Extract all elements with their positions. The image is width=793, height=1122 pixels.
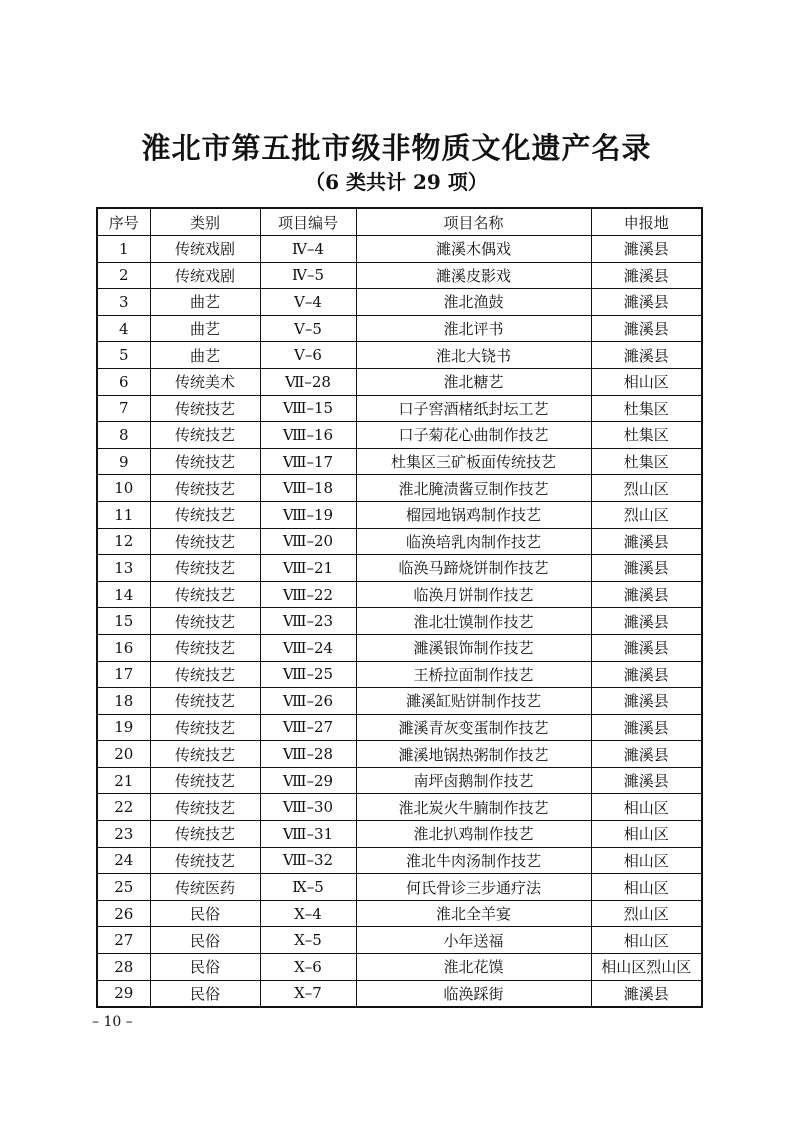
cell-serial-number: 3 xyxy=(97,289,150,316)
cell-serial-number: 12 xyxy=(97,528,150,555)
page-number: – 10 – xyxy=(92,1014,133,1030)
cell-applicant-region: 濉溪县 xyxy=(591,661,702,688)
cell-item-code: Ⅳ–4 xyxy=(260,236,356,263)
cell-serial-number: 4 xyxy=(97,315,150,342)
cell-category: 传统技艺 xyxy=(150,555,260,582)
cell-serial-number: 18 xyxy=(97,688,150,715)
table-row xyxy=(97,688,702,715)
cell-category: 传统技艺 xyxy=(150,714,260,741)
table-row xyxy=(97,794,702,821)
cell-item-name: 临涣马蹄烧饼制作技艺 xyxy=(356,555,591,582)
table-row xyxy=(97,847,702,874)
cell-category: 传统技艺 xyxy=(150,847,260,874)
cell-item-name: 濉溪银饰制作技艺 xyxy=(356,634,591,661)
cell-item-code: Ⅷ–16 xyxy=(260,422,356,449)
cell-applicant-region: 相山区 xyxy=(591,368,702,395)
cell-item-code: Ⅷ–22 xyxy=(260,581,356,608)
cell-serial-number: 28 xyxy=(97,954,150,981)
cell-serial-number: 17 xyxy=(97,661,150,688)
table-row xyxy=(97,980,702,1007)
cell-item-name: 淮北渔鼓 xyxy=(356,289,591,316)
cell-category: 传统技艺 xyxy=(150,475,260,502)
header-item-name: 项目名称 xyxy=(356,208,591,236)
cell-serial-number: 2 xyxy=(97,262,150,289)
cell-category: 传统技艺 xyxy=(150,634,260,661)
table-row xyxy=(97,874,702,901)
cell-serial-number: 20 xyxy=(97,741,150,768)
cell-item-code: Ⅴ–4 xyxy=(260,289,356,316)
table-row xyxy=(97,528,702,555)
table-row xyxy=(97,395,702,422)
cell-item-name: 淮北扒鸡制作技艺 xyxy=(356,821,591,848)
cell-item-code: Ⅴ–5 xyxy=(260,315,356,342)
cell-item-code: Ⅷ–15 xyxy=(260,395,356,422)
cell-item-name: 濉溪缸贴饼制作技艺 xyxy=(356,688,591,715)
cell-applicant-region: 杜集区 xyxy=(591,395,702,422)
cell-category: 传统技艺 xyxy=(150,395,260,422)
cell-item-code: Ⅷ–25 xyxy=(260,661,356,688)
cell-applicant-region: 濉溪县 xyxy=(591,342,702,369)
cell-serial-number: 23 xyxy=(97,821,150,848)
cell-category: 民俗 xyxy=(150,900,260,927)
cell-applicant-region: 濉溪县 xyxy=(591,528,702,555)
table-row xyxy=(97,954,702,981)
cell-item-code: Ⅷ–27 xyxy=(260,714,356,741)
cell-item-code: Ⅸ–5 xyxy=(260,874,356,901)
cell-applicant-region: 濉溪县 xyxy=(591,315,702,342)
cell-item-code: Ⅶ–28 xyxy=(260,368,356,395)
cell-serial-number: 14 xyxy=(97,581,150,608)
cell-applicant-region: 杜集区 xyxy=(591,422,702,449)
cell-item-name: 临涣月饼制作技艺 xyxy=(356,581,591,608)
cell-item-code: Ⅷ–28 xyxy=(260,741,356,768)
table-row xyxy=(97,661,702,688)
cell-serial-number: 6 xyxy=(97,368,150,395)
cell-applicant-region: 烈山区 xyxy=(591,501,702,528)
cell-serial-number: 22 xyxy=(97,794,150,821)
header-category: 类别 xyxy=(150,208,260,236)
cell-item-name: 濉溪木偶戏 xyxy=(356,236,591,263)
cell-applicant-region: 相山区 xyxy=(591,821,702,848)
document-title: 淮北市第五批市级非物质文化遗产名录 xyxy=(141,131,652,165)
cell-item-name: 淮北评书 xyxy=(356,315,591,342)
cell-item-code: Ⅹ–7 xyxy=(260,980,356,1007)
cell-item-name: 淮北壮馍制作技艺 xyxy=(356,608,591,635)
cell-item-name: 榴园地锅鸡制作技艺 xyxy=(356,501,591,528)
table-row xyxy=(97,767,702,794)
cell-item-code: Ⅷ–24 xyxy=(260,634,356,661)
cell-applicant-region: 濉溪县 xyxy=(591,767,702,794)
cell-applicant-region: 濉溪县 xyxy=(591,980,702,1007)
cell-category: 传统技艺 xyxy=(150,661,260,688)
cell-item-name: 王桥拉面制作技艺 xyxy=(356,661,591,688)
cell-applicant-region: 相山区 xyxy=(591,874,702,901)
cell-applicant-region: 相山区 xyxy=(591,794,702,821)
table-row xyxy=(97,741,702,768)
cell-item-name: 淮北炭火牛腩制作技艺 xyxy=(356,794,591,821)
cell-item-name: 南坪卤鹅制作技艺 xyxy=(356,767,591,794)
cell-category: 传统技艺 xyxy=(150,422,260,449)
cell-category: 传统技艺 xyxy=(150,501,260,528)
cell-category: 传统美术 xyxy=(150,368,260,395)
cell-applicant-region: 相山区 xyxy=(591,927,702,954)
cell-item-code: Ⅷ–29 xyxy=(260,767,356,794)
cell-serial-number: 10 xyxy=(97,475,150,502)
table-body xyxy=(97,236,702,1008)
cell-item-name: 何氏骨诊三步通疗法 xyxy=(356,874,591,901)
cell-category: 传统戏剧 xyxy=(150,262,260,289)
cell-category: 传统技艺 xyxy=(150,581,260,608)
cell-item-name: 淮北糖艺 xyxy=(356,368,591,395)
cell-category: 传统技艺 xyxy=(150,767,260,794)
cell-item-name: 濉溪青灰变蛋制作技艺 xyxy=(356,714,591,741)
cell-serial-number: 1 xyxy=(97,236,150,263)
cell-item-name: 口子菊花心曲制作技艺 xyxy=(356,422,591,449)
table-row xyxy=(97,368,702,395)
cell-serial-number: 15 xyxy=(97,608,150,635)
cell-serial-number: 7 xyxy=(97,395,150,422)
cell-serial-number: 27 xyxy=(97,927,150,954)
cell-item-name: 淮北腌渍酱豆制作技艺 xyxy=(356,475,591,502)
cell-item-code: Ⅷ–32 xyxy=(260,847,356,874)
cell-category: 曲艺 xyxy=(150,289,260,316)
cell-serial-number: 19 xyxy=(97,714,150,741)
table-row xyxy=(97,289,702,316)
table-header-row xyxy=(97,208,702,236)
cell-category: 传统技艺 xyxy=(150,821,260,848)
cell-applicant-region: 濉溪县 xyxy=(591,634,702,661)
cell-applicant-region: 濉溪县 xyxy=(591,236,702,263)
cell-item-code: Ⅷ–17 xyxy=(260,448,356,475)
table-row xyxy=(97,342,702,369)
cell-serial-number: 25 xyxy=(97,874,150,901)
header-item-code: 项目编号 xyxy=(260,208,356,236)
cell-item-code: Ⅹ–4 xyxy=(260,900,356,927)
cell-applicant-region: 濉溪县 xyxy=(591,555,702,582)
cell-serial-number: 29 xyxy=(97,980,150,1007)
cell-item-code: Ⅷ–21 xyxy=(260,555,356,582)
cell-applicant-region: 濉溪县 xyxy=(591,608,702,635)
cell-serial-number: 13 xyxy=(97,555,150,582)
cell-applicant-region: 濉溪县 xyxy=(591,262,702,289)
table-row xyxy=(97,581,702,608)
cell-category: 民俗 xyxy=(150,954,260,981)
header-applicant-region: 申报地 xyxy=(591,208,702,236)
cell-item-code: Ⅳ–5 xyxy=(260,262,356,289)
cell-item-code: Ⅷ–19 xyxy=(260,501,356,528)
cell-item-name: 小年送福 xyxy=(356,927,591,954)
cell-category: 曲艺 xyxy=(150,315,260,342)
cell-serial-number: 11 xyxy=(97,501,150,528)
table-row xyxy=(97,927,702,954)
table-row xyxy=(97,236,702,263)
cell-item-code: Ⅷ–31 xyxy=(260,821,356,848)
cell-category: 传统技艺 xyxy=(150,688,260,715)
cell-item-code: Ⅷ–23 xyxy=(260,608,356,635)
cell-serial-number: 8 xyxy=(97,422,150,449)
cell-serial-number: 5 xyxy=(97,342,150,369)
cell-category: 民俗 xyxy=(150,980,260,1007)
cell-item-name: 淮北全羊宴 xyxy=(356,900,591,927)
cell-category: 传统技艺 xyxy=(150,741,260,768)
table-row xyxy=(97,262,702,289)
cell-item-name: 淮北花馍 xyxy=(356,954,591,981)
cell-item-name: 淮北牛肉汤制作技艺 xyxy=(356,847,591,874)
table-row xyxy=(97,900,702,927)
cell-serial-number: 21 xyxy=(97,767,150,794)
table-row xyxy=(97,821,702,848)
cell-item-name: 口子窖酒楮纸封坛工艺 xyxy=(356,395,591,422)
cell-serial-number: 26 xyxy=(97,900,150,927)
cell-category: 民俗 xyxy=(150,927,260,954)
header-serial-number: 序号 xyxy=(97,208,150,236)
document-subtitle: （6 类共计 29 项） xyxy=(305,170,488,194)
table-row xyxy=(97,555,702,582)
table-row xyxy=(97,714,702,741)
table-row xyxy=(97,448,702,475)
cell-item-code: Ⅷ–30 xyxy=(260,794,356,821)
cell-applicant-region: 相山区烈山区 xyxy=(591,954,702,981)
cell-item-name: 濉溪皮影戏 xyxy=(356,262,591,289)
cell-applicant-region: 相山区 xyxy=(591,847,702,874)
table-row xyxy=(97,422,702,449)
cell-item-code: Ⅹ–6 xyxy=(260,954,356,981)
heritage-list-table xyxy=(96,207,703,1008)
cell-item-code: Ⅷ–20 xyxy=(260,528,356,555)
cell-item-name: 临涣踩街 xyxy=(356,980,591,1007)
cell-item-code: Ⅷ–18 xyxy=(260,475,356,502)
cell-item-name: 淮北大铙书 xyxy=(356,342,591,369)
cell-item-code: Ⅹ–5 xyxy=(260,927,356,954)
cell-applicant-region: 杜集区 xyxy=(591,448,702,475)
table-row xyxy=(97,608,702,635)
cell-category: 传统技艺 xyxy=(150,608,260,635)
cell-category: 传统戏剧 xyxy=(150,236,260,263)
cell-item-name: 濉溪地锅热粥制作技艺 xyxy=(356,741,591,768)
table-row xyxy=(97,475,702,502)
cell-item-code: Ⅷ–26 xyxy=(260,688,356,715)
cell-category: 曲艺 xyxy=(150,342,260,369)
cell-applicant-region: 烈山区 xyxy=(591,900,702,927)
table-row xyxy=(97,315,702,342)
cell-applicant-region: 濉溪县 xyxy=(591,581,702,608)
cell-category: 传统医药 xyxy=(150,874,260,901)
cell-item-name: 杜集区三矿板面传统技艺 xyxy=(356,448,591,475)
cell-category: 传统技艺 xyxy=(150,794,260,821)
cell-applicant-region: 濉溪县 xyxy=(591,289,702,316)
cell-item-name: 临涣培乳肉制作技艺 xyxy=(356,528,591,555)
cell-serial-number: 24 xyxy=(97,847,150,874)
cell-applicant-region: 濉溪县 xyxy=(591,714,702,741)
cell-applicant-region: 濉溪县 xyxy=(591,741,702,768)
cell-serial-number: 16 xyxy=(97,634,150,661)
table-row xyxy=(97,634,702,661)
cell-category: 传统技艺 xyxy=(150,528,260,555)
cell-applicant-region: 烈山区 xyxy=(591,475,702,502)
cell-item-code: Ⅴ–6 xyxy=(260,342,356,369)
table-row xyxy=(97,501,702,528)
cell-serial-number: 9 xyxy=(97,448,150,475)
cell-applicant-region: 濉溪县 xyxy=(591,688,702,715)
cell-category: 传统技艺 xyxy=(150,448,260,475)
